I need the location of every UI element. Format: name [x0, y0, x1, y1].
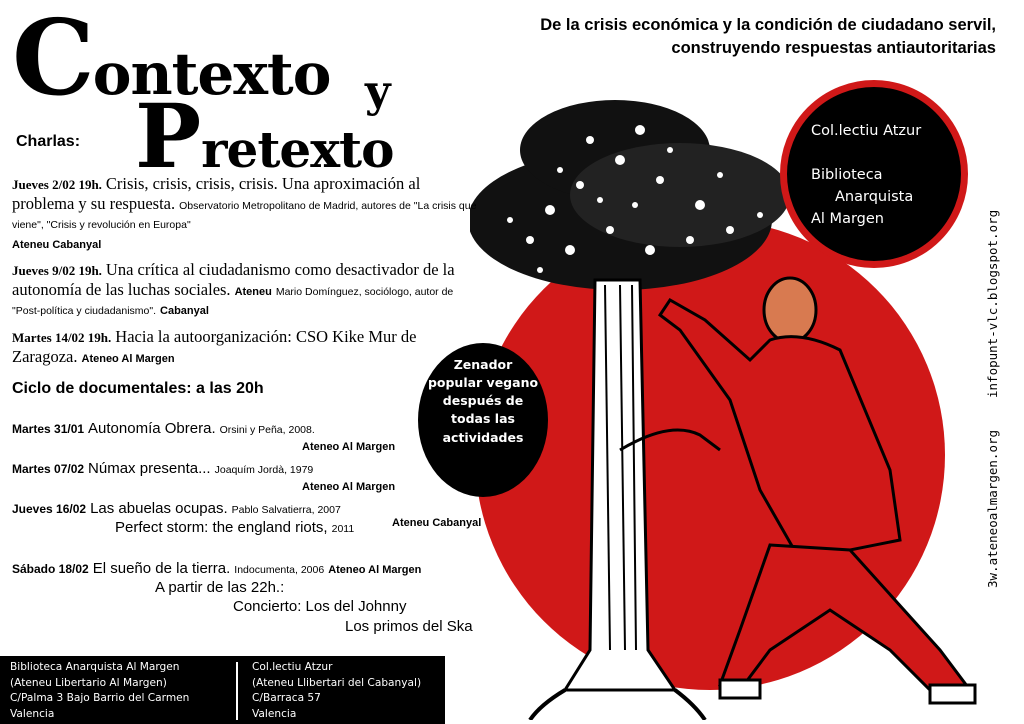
- concert-band: Los primos del Ska: [345, 618, 473, 635]
- after-time: A partir de las 22h.:: [155, 579, 285, 596]
- title-y: y: [365, 66, 391, 117]
- documentary-item: Sábado 18/02 El sueño de la tierra. Indocumenta, 2006 Ateneo Al Margen: [12, 560, 422, 577]
- subtitle: De la crisis económica y la condición de ciudadano servil, construyendo respuestas antiautoritarias: [540, 16, 996, 57]
- blog-url[interactable]: infopunt-vlc.blogspot.org: [985, 209, 1000, 398]
- documentary-place: Ateneo Al Margen: [302, 441, 396, 453]
- footer-divider: [236, 662, 238, 720]
- vegan-dinner-circle: Zenador popular vegano después de todas las actividades: [418, 343, 548, 497]
- concert-line: Concierto: Los del Johnny: [233, 598, 407, 615]
- documentary-place: Ateneu Cabanyal: [392, 517, 482, 529]
- ciclo-label: Ciclo de documentales: a las 20h: [12, 380, 264, 397]
- footer-address-atzur: Col.lectiu Atzur (Ateneu Llibertari del Cabanyal) C/Barraca 57 Valencia: [252, 661, 422, 721]
- site-url[interactable]: 3w.ateneoalmargen.org: [985, 429, 1000, 588]
- title-contexto: Contexto: [12, 0, 331, 119]
- title-pretexto: Pretexto: [135, 84, 394, 188]
- documentary-item-second: Perfect storm: the england riots, 2011: [115, 519, 355, 536]
- charlas-label: Charlas:: [16, 133, 81, 150]
- documentary-item: Martes 07/02 Númax presenta... Joaquím Jordà, 1979: [12, 460, 314, 477]
- documentary-item: Jueves 16/02 Las abuelas ocupas. Pablo Salvatierra, 2007: [12, 500, 341, 517]
- footer-addresses: [0, 656, 445, 724]
- talk-item: Jueves 2/02 19h. Crisis, crisis, crisis, crisis. Una aproximación al problema y su respuesta. Observatorio Metropolitano de Madrid, autores de "La crisis que viene", "Crisis y revolución en Europa" Ateneu Cabanyal: [12, 174, 477, 251]
- documentary-place: Ateneo Al Margen: [302, 481, 396, 493]
- organizers-circle: Col.lectiu Atzur Biblioteca Anarquista Al Margen: [780, 80, 968, 268]
- footer-address-al-margen: Biblioteca Anarquista Al Margen (Ateneu Libertario Al Margen) C/Palma 3 Bajo Barrio del Carmen Valencia: [10, 661, 190, 721]
- tree-foliage: [470, 100, 790, 290]
- talk-item: Jueves 9/02 19h. Una crítica al ciudadanismo como desactivador de la autonomía de las luchas sociales. Ateneu Mario Domínguez, sociólogo, autor de "Post-política y ciudadanismo". Cabanyal: [12, 260, 455, 318]
- documentary-item: Martes 31/01 Autonomía Obrera. Orsini y Peña, 2008.: [12, 420, 315, 437]
- talk-item: Martes 14/02 19h. Hacia la autoorganización: CSO Kike Mur de Zaragoza. Ateneo Al Margen: [12, 327, 417, 367]
